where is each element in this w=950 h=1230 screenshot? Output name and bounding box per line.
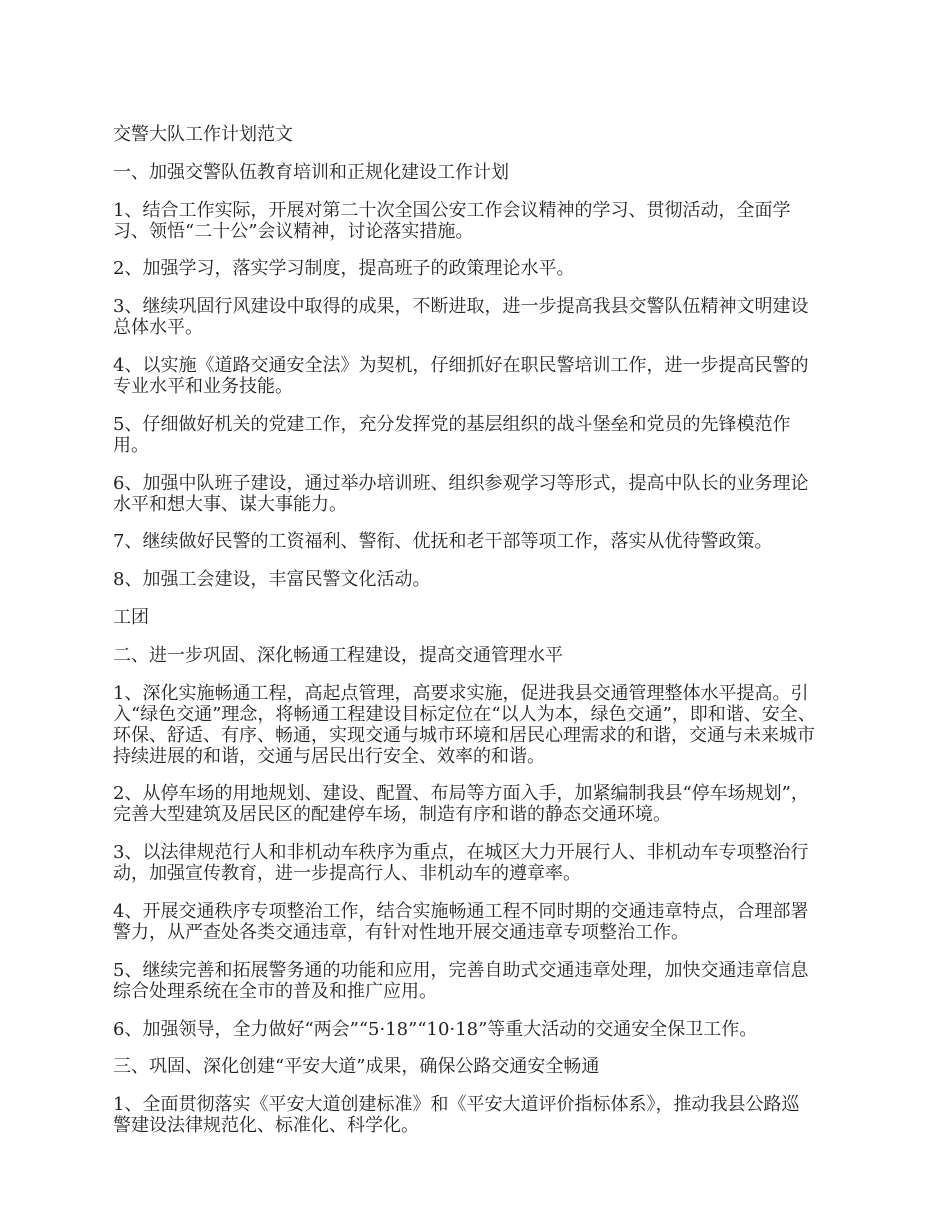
paragraph-line: 6、加强领导，全力做好“两会”“5·18”“10·18”等重大活动的交通安全保卫工作。	[113, 1018, 758, 1040]
paragraph-line: 5、继续完善和拓展警务通的功能和应用，完善自助式交通违章处理，加快交通违章信息	[113, 959, 809, 981]
paragraph-line: 1、深化实施畅通工程，高起点管理，高要求实施，促进我县交通管理整体水平提高。引	[113, 682, 809, 704]
paragraph-line: 3、继续巩固行风建设中取得的成果，不断进取，进一步提高我县交警队伍精神文明建设	[113, 296, 809, 318]
list-item	[113, 683, 950, 767]
section-heading	[113, 162, 950, 183]
paragraph-line: 入“绿色交通”理念，将畅通工程建设目标定位在“以人为本，绿色交通”，即和谐、安全、	[113, 703, 816, 725]
paragraph-line: 7、继续做好民警的工资福利、警衔、优抚和老干部等项工作，落实从优待警政策。	[113, 531, 773, 553]
list-item	[113, 200, 950, 242]
list-item	[113, 1019, 950, 1040]
list-item	[113, 1094, 950, 1136]
paragraph-line: 用。	[113, 434, 149, 456]
paragraph-line: 三、巩固、深化创建“平安大道”成果，确保公路交通安全畅通	[113, 1056, 600, 1078]
paragraph-line: 持续进展的和谐，交通与居民出行安全、效率的和谐。	[113, 745, 545, 767]
paragraph-line: 专业水平和业务技能。	[113, 375, 293, 397]
text-paragraph	[113, 607, 950, 628]
paragraph-line: 水平和想大事、谋大事能力。	[113, 493, 347, 515]
document-title-text: 交警大队工作计划范文	[113, 124, 293, 145]
paragraph-line: 警建设法律规范化、标准化、科学化。	[113, 1115, 419, 1137]
paragraph-line: 习、领悟“二十公”会议精神，讨论落实措施。	[113, 220, 474, 242]
paragraph-line: 5、仔细做好机关的党建工作，充分发挥党的基层组织的战斗堡垒和党员的先锋模范作	[113, 413, 791, 435]
paragraph-line: 工团	[113, 606, 149, 628]
paragraph-line: 完善大型建筑及居民区的配建停车场，制造有序和谐的静态交通环境。	[113, 804, 671, 826]
list-item	[113, 473, 950, 515]
document-title	[113, 124, 950, 145]
section-heading	[113, 645, 950, 666]
paragraph-line: 8、加强工会建设，丰富民警文化活动。	[113, 569, 431, 591]
list-item	[113, 901, 950, 943]
list-item	[113, 258, 950, 279]
list-item	[113, 960, 950, 1002]
paragraph-line: 环保、舒适、有序、畅通，实现交通与城市环境和居民心理需求的和谐，交通与未来城市	[113, 724, 815, 746]
paragraph-line: 一、加强交警队伍教育培训和正规化建设工作计划	[113, 161, 509, 183]
paragraph-line: 警力，从严查处各类交通违章，有针对性地开展交通违章专项整治工作。	[113, 921, 689, 943]
list-item	[113, 783, 950, 825]
paragraph-line: 2、加强学习，落实学习制度，提高班子的政策理论水平。	[113, 258, 575, 280]
paragraph-line: 总体水平。	[113, 317, 203, 339]
list-item	[113, 842, 950, 884]
list-item	[113, 355, 950, 397]
paragraph-line: 3、以法律规范行人和非机动车秩序为重点，在城区大力开展行人、非机动车专项整治行	[113, 842, 809, 864]
paragraph-line: 二、进一步巩固、深化畅通工程建设，提高交通管理水平	[113, 644, 563, 666]
paragraph-line: 动，加强宣传教育，进一步提高行人、非机动车的遵章率。	[113, 863, 581, 885]
paragraph-line: 1、全面贯彻落实《平安大道创建标准》和《平安大道评价指标体系》，推动我县公路巡	[113, 1094, 800, 1116]
list-item	[113, 296, 950, 338]
paragraph-line: 1、结合工作实际，开展对第二十次全国公安工作会议精神的学习、贯彻活动，全面学	[113, 199, 791, 221]
paragraph-line: 综合处理系统在全市的普及和推广应用。	[113, 980, 437, 1002]
paragraph-line: 4、开展交通秩序专项整治工作，结合实施畅通工程不同时期的交通违章特点，合理部署	[113, 900, 809, 922]
list-item	[113, 531, 950, 552]
section-heading	[113, 1056, 950, 1077]
list-item	[113, 569, 950, 590]
paragraph-line: 4、以实施《道路交通安全法》为契机，仔细抓好在职民警培训工作，进一步提高民警的	[113, 354, 809, 376]
paragraph-line: 2、从停车场的用地规划、建设、配置、布局等方面入手，加紧编制我县“停车场规划”，	[113, 783, 809, 805]
list-item	[113, 414, 950, 456]
paragraph-line: 6、加强中队班子建设，通过举办培训班、组织参观学习等形式，提高中队长的业务理论	[113, 472, 809, 494]
